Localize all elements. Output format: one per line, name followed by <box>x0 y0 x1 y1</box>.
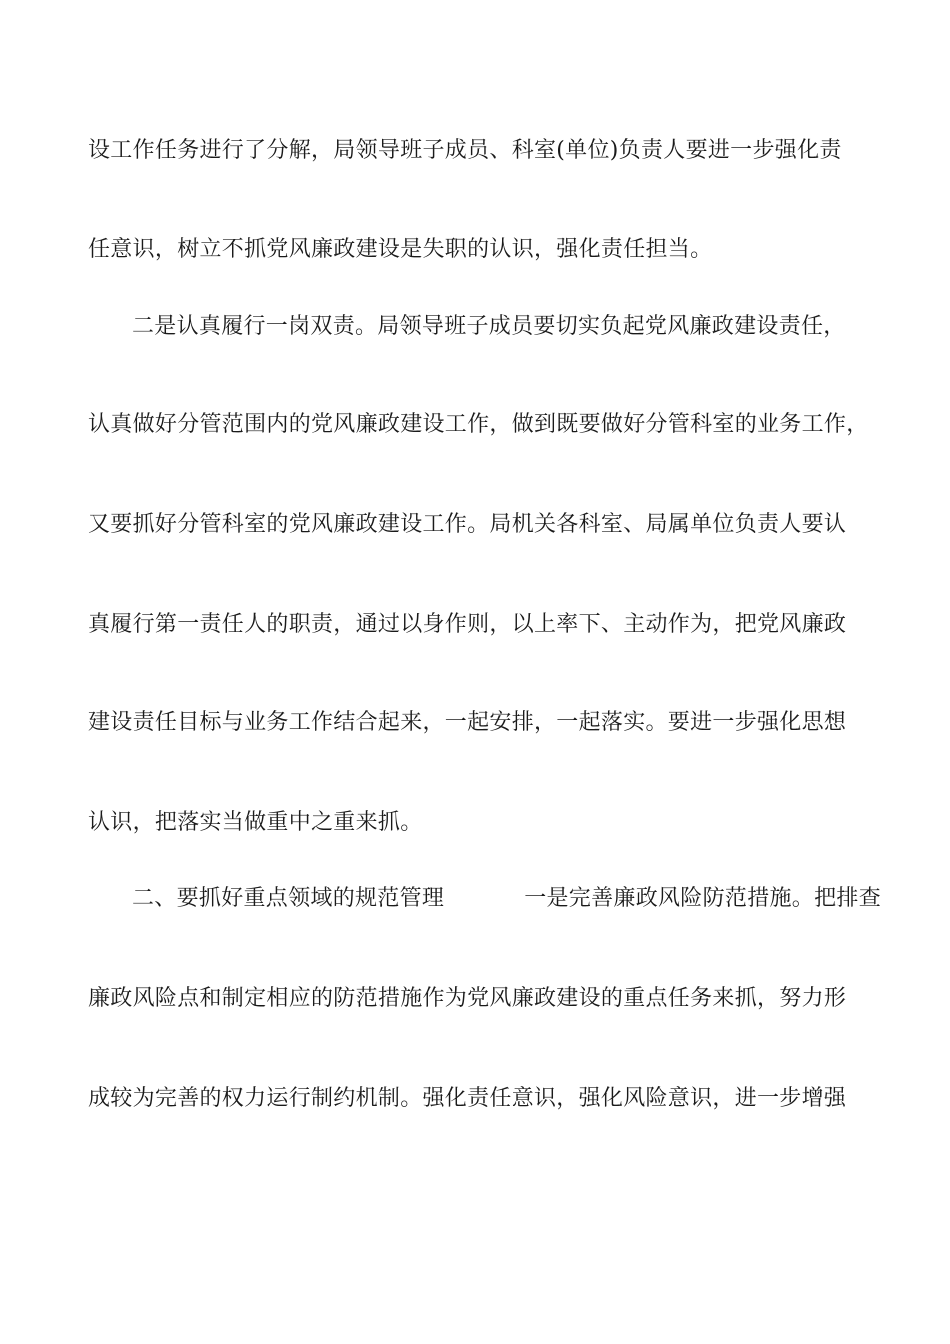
paragraph-line: 任意识，树立不抓党风廉政建设是失职的认识，强化责任担当。 <box>88 237 713 262</box>
paragraph-line: 真履行第一责任人的职责，通过以身作则，以上率下、主动作为，把党风廉政 <box>88 612 847 637</box>
paragraph-line: 建设责任目标与业务工作结合起来，一起安排，一起落实。要进一步强化思想 <box>88 710 847 735</box>
section-line <box>132 884 881 914</box>
paragraph-line: 廉政风险点和制定相应的防范措施作为党风廉政建设的重点任务来抓，努力形 <box>88 986 847 1011</box>
paragraph-line: 认真做好分管范围内的党风廉政建设工作，做到既要做好分管科室的业务工作， <box>88 412 869 437</box>
paragraph-line: 设工作任务进行了分解，局领导班子成员、科室(单位)负责人要进一步强化责 <box>88 138 842 163</box>
paragraph-line: 成较为完善的权力运行制约机制。强化责任意识，强化风险意识，进一步增强 <box>88 1086 847 1111</box>
paragraph-text: 一是完善廉政风险防范措施。把排查 <box>524 886 882 911</box>
paragraph-line: 又要抓好分管科室的党风廉政建设工作。局机关各科室、局属单位负责人要认 <box>88 512 847 537</box>
paragraph-line: 认识，把落实当做重中之重来抓。 <box>88 810 423 835</box>
section-heading: 二、要抓好重点领域的规范管理 <box>132 886 445 911</box>
paragraph-line: 二是认真履行一岗双责。局领导班子成员要切实负起党风廉政建设责任， <box>132 314 846 339</box>
